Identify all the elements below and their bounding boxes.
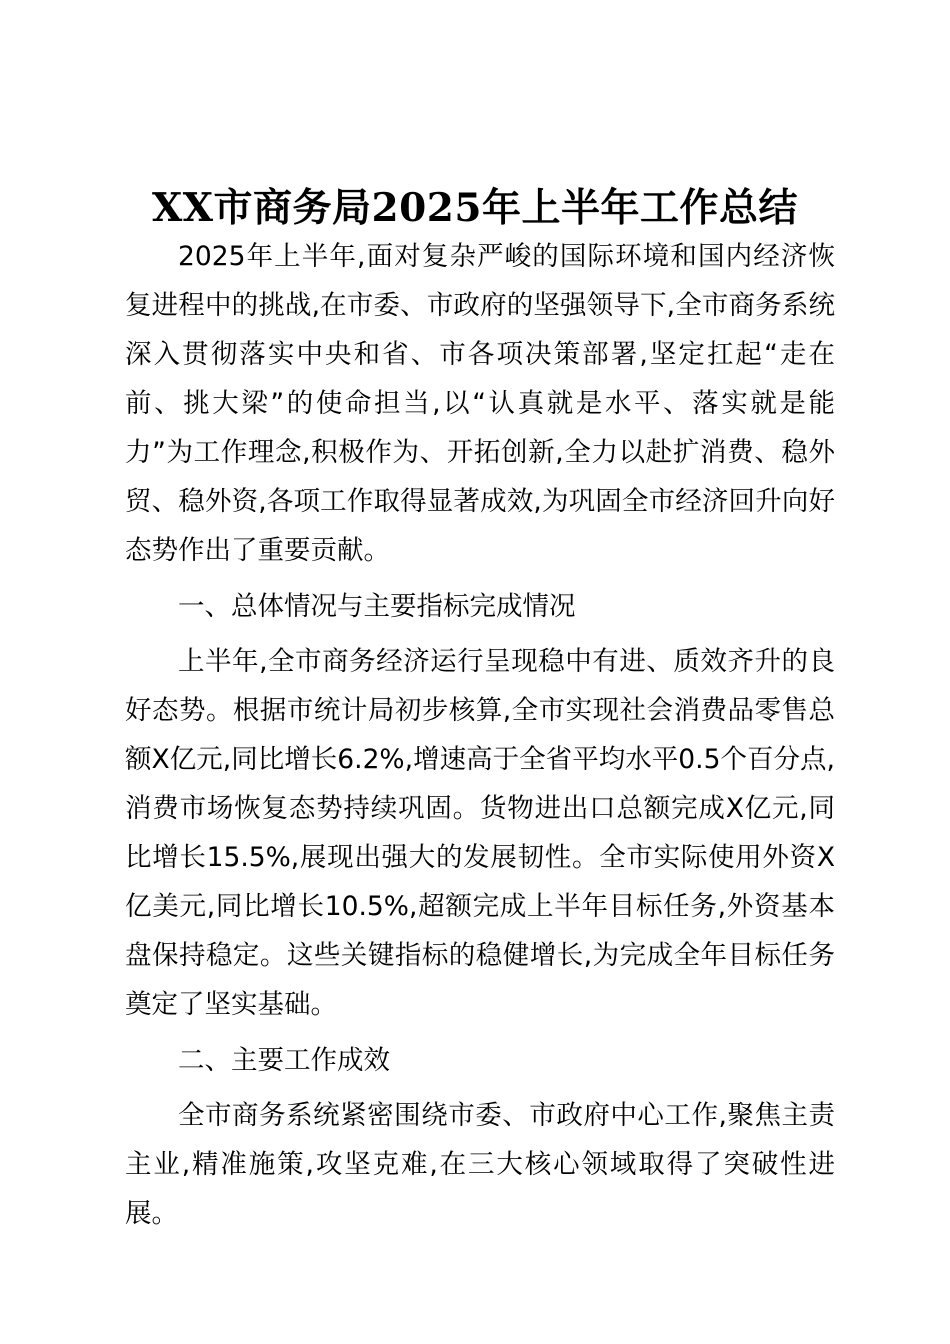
section-2-heading: 二、主要工作成效 <box>178 1045 390 1076</box>
document-body <box>125 232 835 1238</box>
document-title: XX市商务局2025年上半年工作总结 <box>151 185 799 231</box>
section-1-paragraph: 上半年,全市商务经济运行呈现稳中有进、质效齐升的良好态势。根据市统计局初步核算,全市实现社会消费品零售总额X亿元,同比增长6.2%,增速高于全省平均水平0.5个百分点,消费市场恢复态势持续巩固。货物进出口总额完成X亿元,同比增长15.5%,展现出强大的发展韧性。全市实际使用外资X亿美元,同比增长10.5%,超额完成上半年目标任务,外资基本盘保持稳定。这些关键指标的稳健增长,为完成全年目标任务奠定了坚实基础。 <box>125 646 835 1020</box>
section-1-heading: 一、总体情况与主要指标完成情况 <box>178 591 576 622</box>
section-2-paragraph: 全市商务系统紧密围绕市委、市政府中心工作,聚焦主责主业,精准施策,攻坚克难,在三大核心领域取得了突破性进展。 <box>125 1100 835 1229</box>
intro-paragraph: 2025年上半年,面对复杂严峻的国际环境和国内经济恢复进程中的挑战,在市委、市政府的坚强领导下,全市商务系统深入贯彻落实中央和省、市各项决策部署,坚定扛起“走在前、挑大梁”的使命担当,以“认真就是水平、落实就是能力”为工作理念,积极作为、开拓创新,全力以赴扩消费、稳外贸、稳外资,各项工作取得显著成效,为巩固全市经济回升向好态势作出了重要贡献。 <box>125 241 835 566</box>
